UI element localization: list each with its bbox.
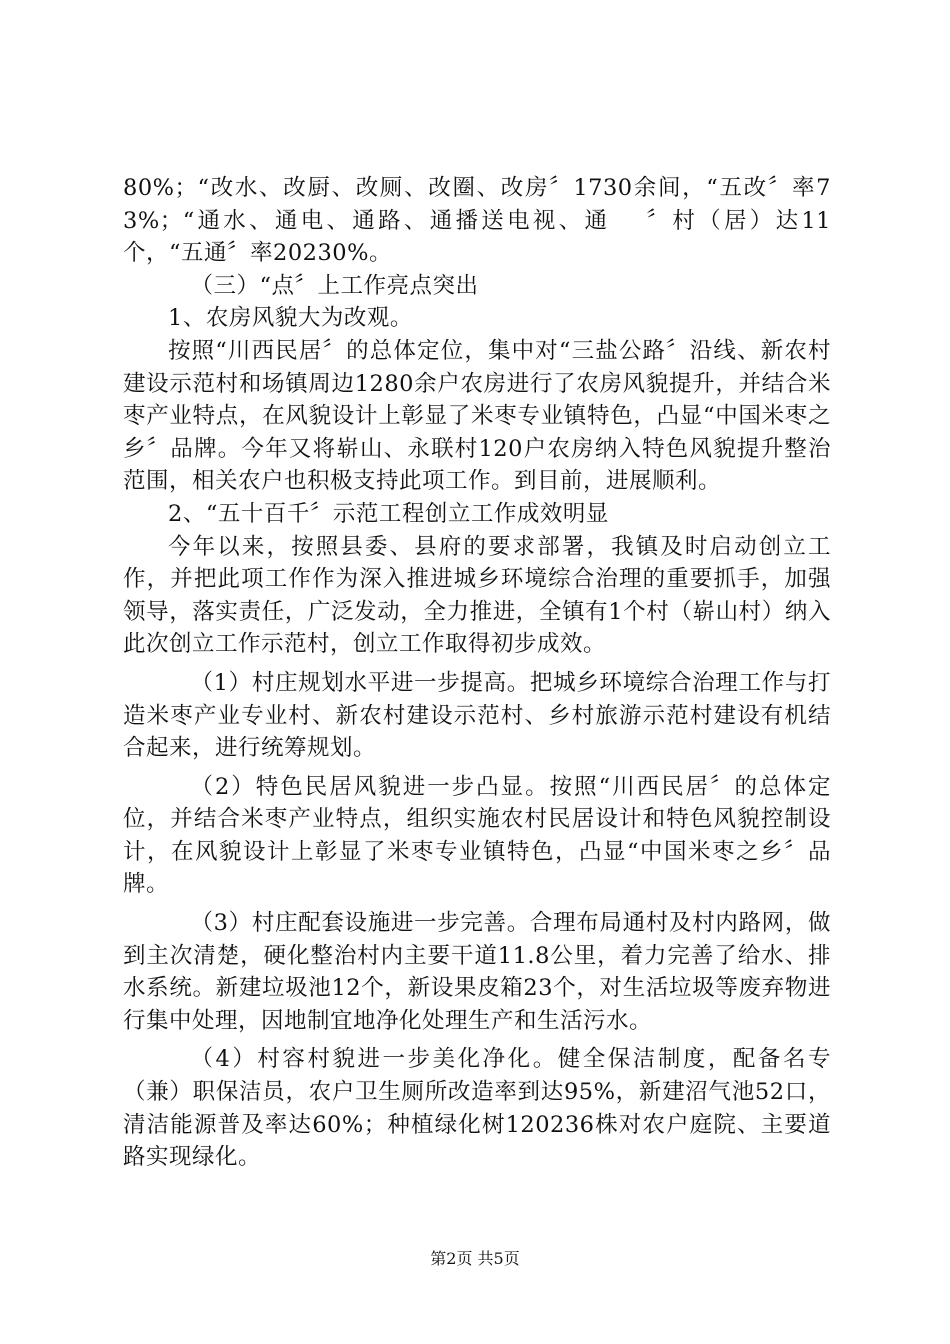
paragraph-demo-project: 今年以来，按照县委、县府的要求部署，我镇及时启动创立工作，并把此项工作作为深入推进城乡环境综合治理的重要抓手，加强领导，落实责任，广泛发动，全力推进，全镇有1个村（崭山村）纳入此次创立工作示范村，创立工作取得初步成效。 bbox=[123, 533, 831, 658]
document-body bbox=[123, 172, 831, 1174]
paragraph-item-2: （2）特色民居风貌进一步凸显。按照“川西民居〞的总体定位，并结合米枣产业特点，组织实施农村民居设计和特色风貌控制设计，在风貌设计上彰显了米枣专业镇特色，凸显“中国米枣之乡〞品牌。 bbox=[123, 773, 831, 898]
subheading-demo-project: 2、“五十百千〞示范工程创立工作成效明显 bbox=[168, 500, 609, 527]
subheading-farmhouse: 1、农房风貌大为改观。 bbox=[168, 305, 413, 332]
paragraph-continuation: 80%；“改水、改厨、改厕、改圈、改房〞1730余间，“五改〞率73%；“通水、通电、通路、通播送电视、通 〞村（居）达11个，“五通〞率20230%。 bbox=[123, 175, 831, 267]
paragraph-item-1: （1）村庄规划水平进一步提高。把城乡环境综合治理工作与打造米枣产业专业村、新农村建设示范村、乡村旅游示范村建设有机结合起来，进行统筹规划。 bbox=[123, 669, 831, 762]
paragraph-farmhouse: 按照“川西民居〞的总体定位，集中对“三盐公路〞沿线、新农村建设示范村和场镇周边1280余户农房进行了农房风貌提升，并结合米枣产业特点，在风貌设计上彰显了米枣专业镇特色，凸显“中国米枣之乡〞品牌。今年又将崭山、永联村120户农房纳入特色风貌提升整治范围，相关农户也积极支持此项工作。到目前，进展顺利。 bbox=[123, 337, 831, 495]
paragraph-item-4: （4）村容村貌进一步美化净化。健全保洁制度，配备名专（兼）职保洁员，农户卫生厕所改造率到达95%，新建沼气池52口，清洁能源普及率达60%；种植绿化树120236株对农户庭院、主要道路实现绿化。 bbox=[123, 1046, 831, 1171]
paragraph-item-3: （3）村庄配套设施进一步完善。合理布局通村及村内路网，做到主次清楚，硬化整治村内主要干道11.8公里，着力完善了给水、排水系统。新建垃圾池12个，新设果皮箱23个，对生活垃圾等废弃物进行集中处理，因地制宜地净化处理生产和生活污水。 bbox=[123, 910, 831, 1034]
section-heading-three: （三）“点〞上工作亮点突出 bbox=[190, 272, 479, 299]
page-number-footer: 第2页 共5页 bbox=[430, 1249, 520, 1268]
